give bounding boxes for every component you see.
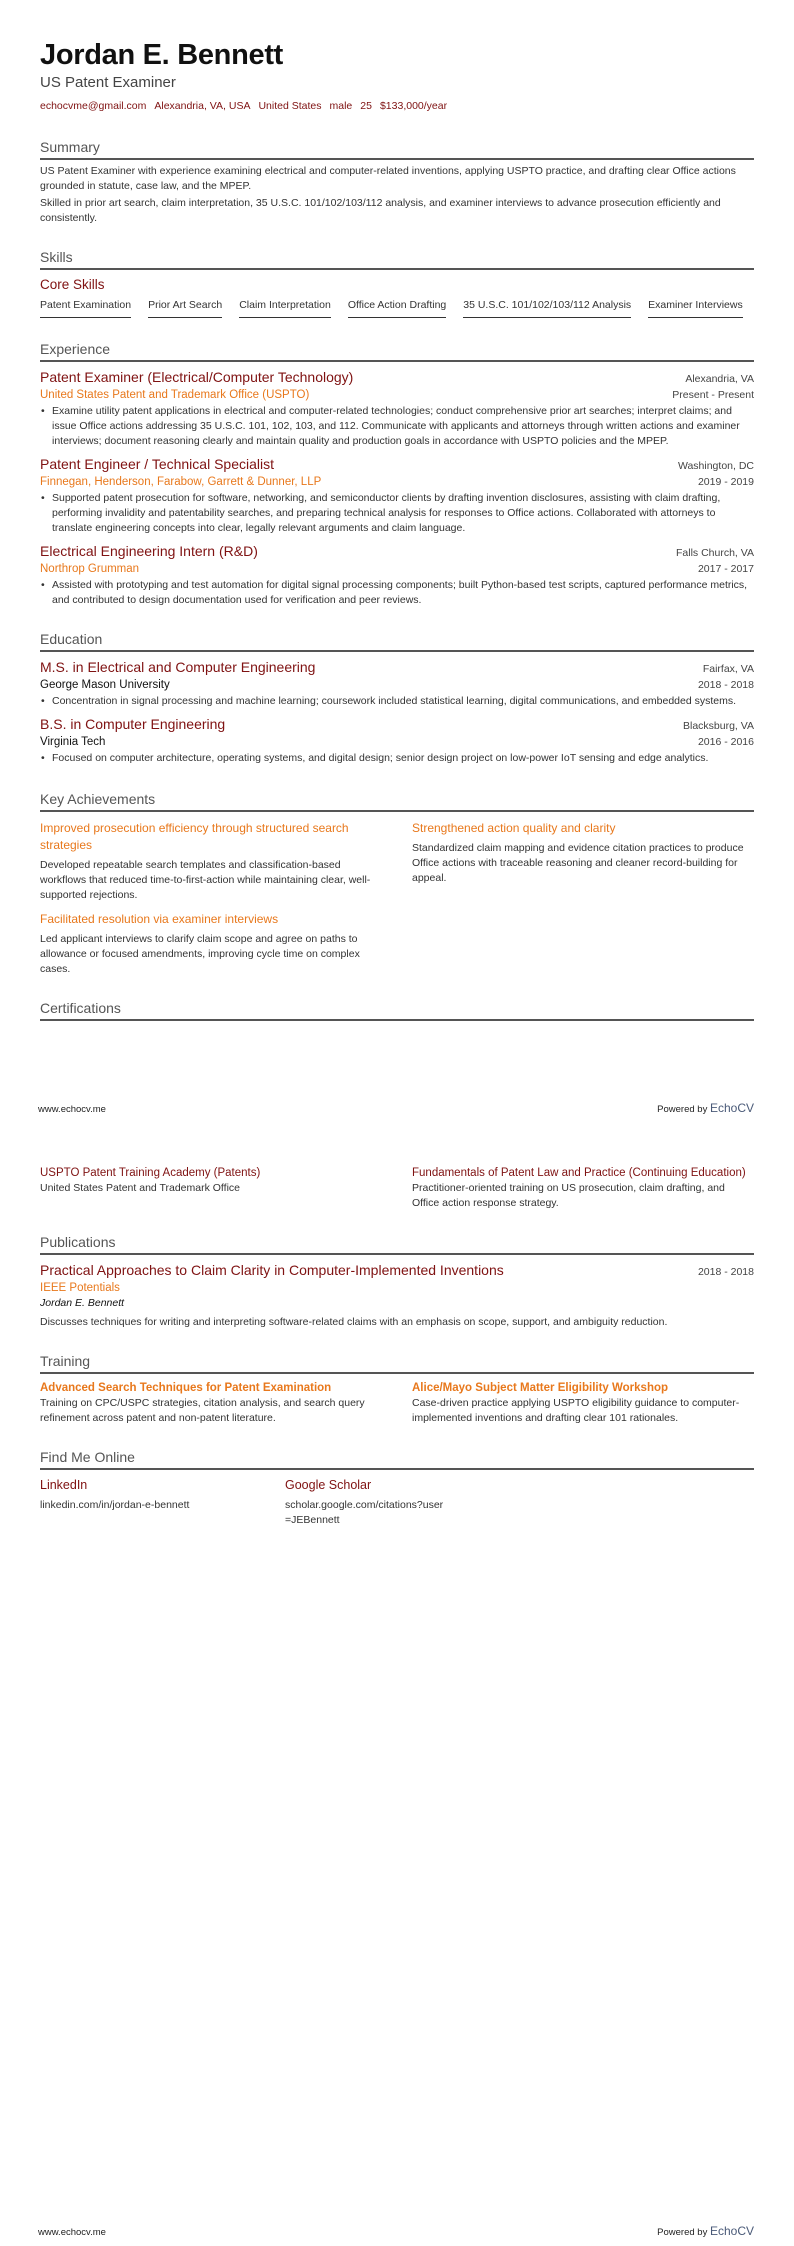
achievements-heading: Key Achievements: [40, 790, 754, 812]
skill-tag: Patent Examination: [40, 296, 131, 318]
job-title: Patent Examiner (Electrical/Computer Technology): [40, 369, 354, 385]
skill-tag: 35 U.S.C. 101/102/103/112 Analysis: [463, 296, 631, 318]
job-company: Finnegan, Henderson, Farabow, Garrett & Dunner, LLP: [40, 476, 322, 488]
achievement-desc: Standardized claim mapping and evidence citation practices to produce Office actions with traceable reasoning and cleaner record-building for appeal.: [412, 842, 744, 884]
publication-entry: [40, 1261, 754, 1330]
skill-tag: Examiner Interviews: [648, 296, 743, 318]
publication-desc: Discusses techniques for writing and interpreting software-related claims with an emphasis on scope, support, and ambiguity reduction.: [40, 1316, 668, 1328]
certification-desc: Practitioner-oriented training on US prosecution, claim drafting, and Office action response strategy.: [412, 1182, 725, 1209]
training-title: Alice/Mayo Subject Matter Eligibility Workshop: [412, 1382, 669, 1394]
experience-heading: Experience: [40, 340, 754, 362]
powered-label: Powered by: [657, 1104, 708, 1115]
training-heading: Training: [40, 1352, 754, 1374]
certification-title: USPTO Patent Training Academy (Patents): [40, 1167, 261, 1179]
job-dates: 2017 - 2017: [697, 563, 754, 575]
publication-dates: 2018 - 2018: [697, 1266, 754, 1278]
training-grid: [40, 1374, 754, 1426]
job-dates: Present - Present: [672, 389, 754, 401]
skill-tag: Office Action Drafting: [348, 296, 446, 318]
page-footer: [38, 1101, 754, 1117]
job-location: Washington, DC: [677, 460, 754, 472]
online-links: [40, 1476, 754, 1528]
job-bullet: • Assisted with prototyping and test automation for digital signal processing components; built Python-based test scripts, captured performance metrics, and contributed to design documentation used for verification and peer reviews.: [40, 578, 754, 608]
publication-title: Practical Approaches to Claim Clarity in Computer-Implemented Inventions: [40, 1262, 504, 1278]
skills-list: [40, 296, 754, 324]
experience-entry: [40, 542, 754, 608]
google-scholar-link[interactable]: scholar.google.com/citations?user=JEBennett: [285, 1499, 444, 1526]
job-dates: 2019 - 2019: [697, 476, 754, 488]
summary-paragraph: Skilled in prior art search, claim interpretation, 35 U.S.C. 101/102/103/112 analysis, and examiner interviews to advance prosecution efficiently and consistently.: [40, 197, 721, 224]
degree: M.S. in Electrical and Computer Engineering: [40, 659, 316, 675]
job-company: United States Patent and Trademark Office (USPTO): [40, 389, 310, 401]
echocv-logo[interactable]: EchoCV: [709, 2224, 754, 2238]
echocv-logo[interactable]: EchoCV: [709, 1101, 754, 1115]
training-title: Advanced Search Techniques for Patent Examination: [40, 1382, 332, 1394]
summary-heading: Summary: [40, 138, 754, 160]
skill-tag: Claim Interpretation: [239, 296, 331, 318]
education-bullet: • Focused on computer architecture, operating systems, and digital design; senior design project on low-power IoT sensing and edge analytics.: [40, 751, 754, 766]
job-location: Falls Church, VA: [676, 547, 754, 559]
education-bullet: • Concentration in signal processing and machine learning; coursework included statistical learning, digital communications, and embedded systems.: [40, 694, 754, 709]
certification-title: Fundamentals of Patent Law and Practice (Continuing Education): [412, 1167, 746, 1179]
skills-heading: Skills: [40, 248, 754, 270]
contact-address: Alexandria, VA, USA: [154, 100, 251, 112]
publications-heading: Publications: [40, 1233, 754, 1255]
job-bullet: • Supported patent prosecution for software, networking, and semiconductor clients by drafting invention disclosures, assisting with claim drafting, performing invalidity and patentability searches, and preparing technical analysis for responses to Office actions. Collaborated with attorneys to translate engineering concepts into clear, legally relevant arguments and claim language.: [40, 491, 754, 536]
skills-group-title: Core Skills: [40, 277, 105, 292]
job-bullet: • Examine utility patent applications in electrical and computer-related technologies; conduct comprehensive prior art searches; interpret claims; and issue Office actions addressing 35 U.S.C. 101, 102, 103, and 112. Communicate with applicants and attorneys through written actions and examiner interviews; document reasoning clearly and maintain quality and production goals in accordance with USPTO policies and the MPEP.: [40, 404, 754, 449]
candidate-title: US Patent Examiner: [40, 74, 176, 91]
job-company: Northrop Grumman: [40, 563, 140, 575]
footer-site-link[interactable]: www.echocv.me: [38, 2227, 106, 2238]
contact-age: 25: [360, 100, 372, 112]
school-location: Fairfax, VA: [702, 663, 754, 675]
training-desc: Training on CPC/USPC strategies, citation analysis, and search query refinement across patent and non-patent literature.: [40, 1397, 365, 1424]
achievement-desc: Developed repeatable search templates and classification-based workflows that reduced time-to-first-action while maintaining clear, well-supported rejections.: [40, 859, 371, 901]
certifications-heading: Certifications: [40, 999, 754, 1021]
contact-line: [40, 99, 754, 114]
achievement-title: Improved prosecution efficiency through structured search strategies: [40, 821, 349, 852]
page-2: [0, 1123, 794, 2246]
job-location: Alexandria, VA: [685, 373, 754, 385]
school-dates: 2016 - 2016: [697, 736, 754, 748]
certifications-grid: [40, 1165, 754, 1211]
training-desc: Case-driven practice applying USPTO eligibility guidance to computer-implemented inventions and drafting clear 101 rationales.: [412, 1397, 740, 1424]
summary-text: [40, 164, 754, 226]
google-scholar-label: Google Scholar: [285, 1478, 372, 1492]
footer-powered: [657, 2224, 754, 2240]
publication-authors: Jordan E. Bennett: [40, 1297, 125, 1309]
linkedin-link[interactable]: linkedin.com/in/jordan-e-bennett: [40, 1499, 190, 1511]
achievement-title: Facilitated resolution via examiner interviews: [40, 912, 279, 926]
online-heading: Find Me Online: [40, 1448, 754, 1470]
summary-paragraph: US Patent Examiner with experience examining electrical and computer-related inventions, applying USPTO practice, and drafting clear Office actions grounded in statute, case law, and the MPEP.: [40, 165, 736, 192]
powered-label: Powered by: [657, 2227, 708, 2238]
contact-email[interactable]: echocvme@gmail.com: [40, 100, 147, 112]
contact-country: United States: [258, 100, 322, 112]
education-entry: [40, 715, 754, 766]
degree: B.S. in Computer Engineering: [40, 716, 226, 732]
school-name: Virginia Tech: [40, 736, 106, 748]
job-title: Electrical Engineering Intern (R&D): [40, 543, 258, 559]
candidate-name: Jordan E. Bennett: [40, 39, 284, 71]
experience-entry: [40, 368, 754, 449]
publication-publisher: IEEE Potentials: [40, 1282, 120, 1294]
footer-powered: [657, 1101, 754, 1117]
job-title: Patent Engineer / Technical Specialist: [40, 456, 274, 472]
education-entry: [40, 658, 754, 709]
contact-gender: male: [329, 100, 353, 112]
linkedin-label: LinkedIn: [40, 1478, 88, 1492]
school-dates: 2018 - 2018: [697, 679, 754, 691]
footer-site-link[interactable]: www.echocv.me: [38, 1104, 106, 1115]
skill-tag: Prior Art Search: [148, 296, 222, 318]
experience-entry: [40, 455, 754, 536]
achievements-grid: [40, 812, 754, 977]
page-footer: [38, 2224, 754, 2240]
certification-desc: United States Patent and Trademark Office: [40, 1182, 240, 1194]
contact-salary: $133,000/year: [379, 100, 448, 112]
education-heading: Education: [40, 630, 754, 652]
school-name: George Mason University: [40, 679, 170, 691]
achievement-title: Strengthened action quality and clarity: [412, 821, 616, 835]
school-location: Blacksburg, VA: [682, 720, 754, 732]
achievement-desc: Led applicant interviews to clarify claim scope and agree on paths to allowance or focused amendments, improving cycle time on complex cases.: [40, 933, 360, 975]
